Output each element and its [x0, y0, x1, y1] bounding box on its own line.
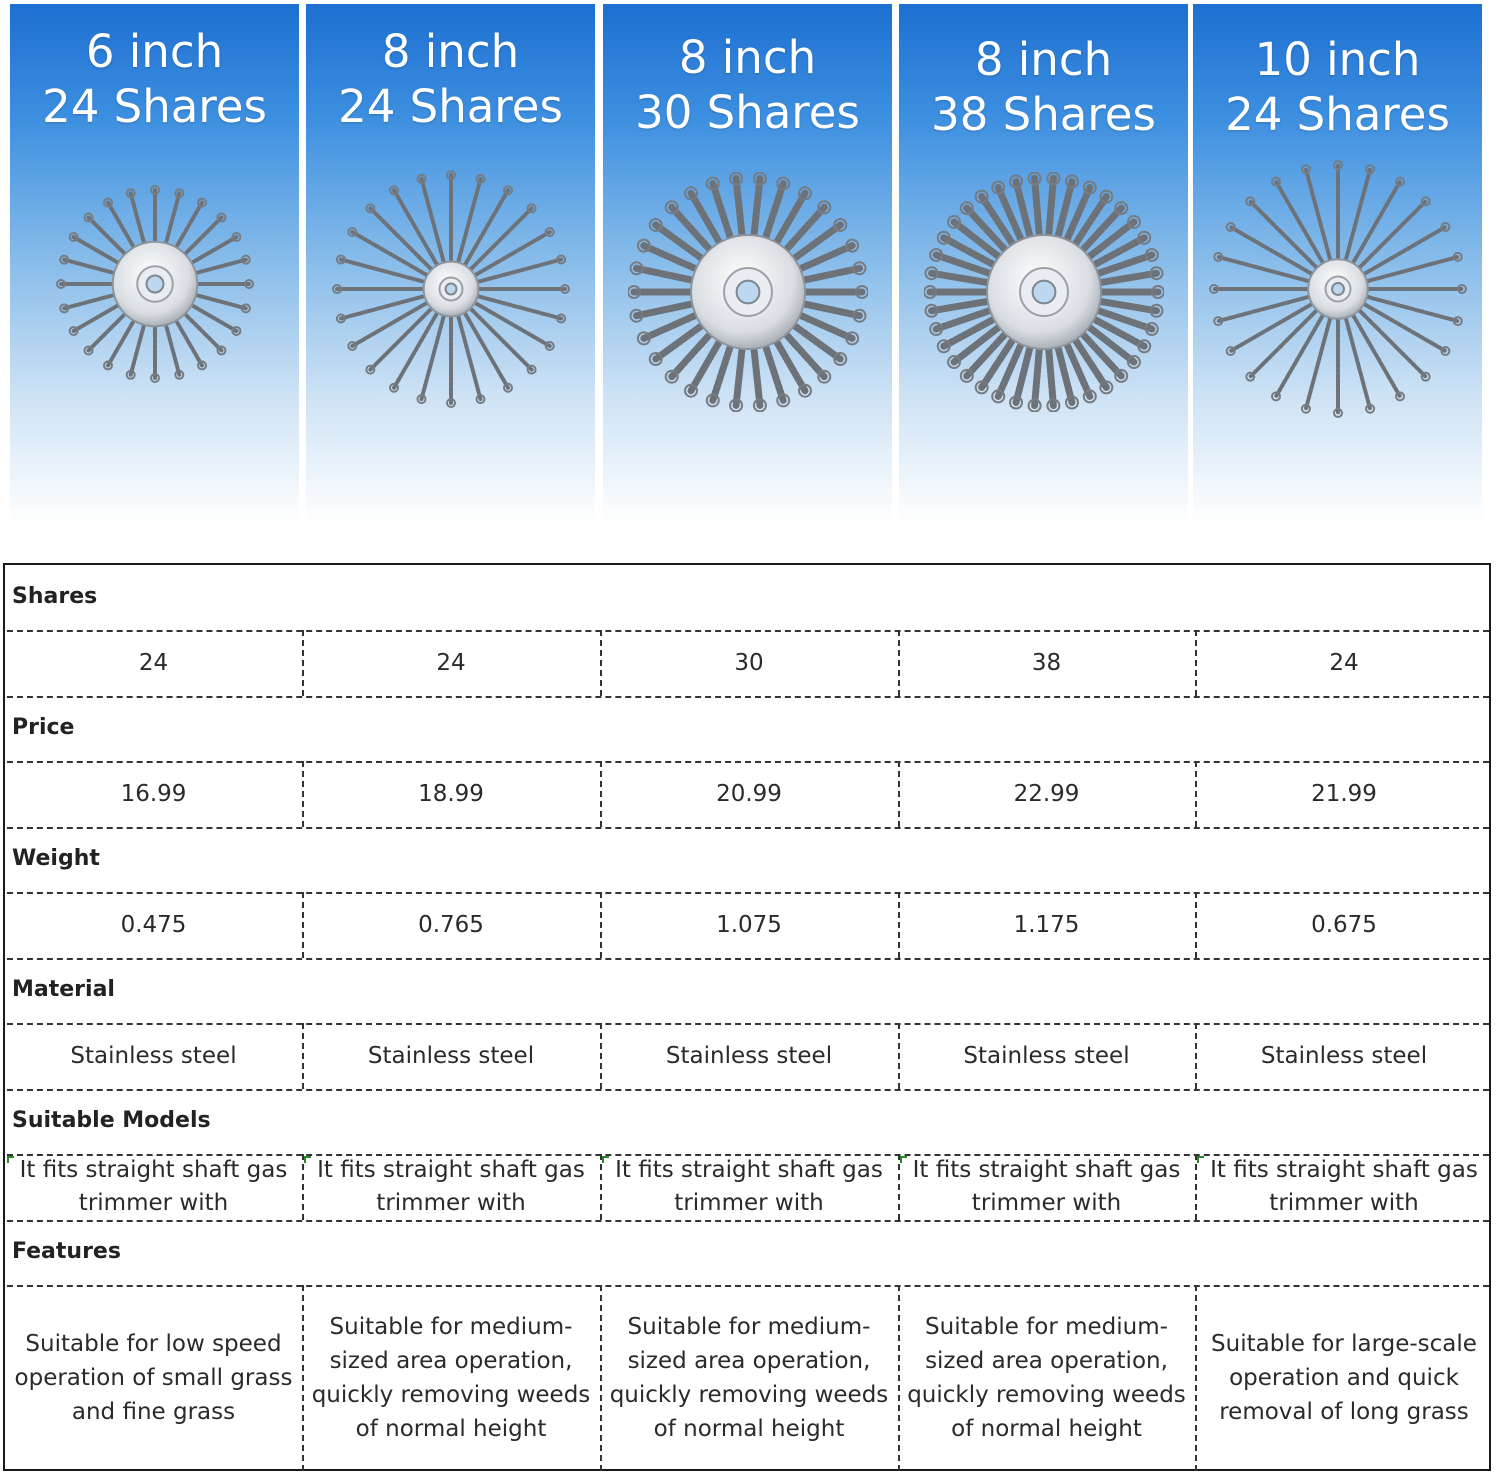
table-cell: 38	[1031, 650, 1062, 676]
wire-strand	[1034, 340, 1039, 405]
column-divider	[302, 630, 304, 696]
wire-strand	[457, 179, 480, 267]
column-divider	[898, 892, 900, 958]
product-shares: 24 Shares	[338, 80, 563, 133]
product-shares: 38 Shares	[931, 88, 1156, 141]
product-panel-1	[10, 4, 299, 524]
table-cell: 1.175	[1013, 912, 1080, 938]
product-size: 8 inch	[678, 31, 817, 84]
wire-strand	[1344, 169, 1370, 264]
column-divider	[302, 1154, 304, 1220]
column-divider	[302, 761, 304, 827]
wire-strand	[172, 203, 201, 253]
wire-brush-wheel-icon	[331, 169, 571, 409]
product-panel-2	[306, 4, 595, 524]
row-divider	[7, 1220, 1489, 1222]
column-divider	[898, 761, 900, 827]
table-cell: It fits straight shaft gas trimmer with	[1210, 1157, 1478, 1216]
column-divider	[302, 1285, 304, 1471]
column-divider	[1195, 630, 1197, 696]
wire-strand	[130, 193, 145, 249]
table-cell: 20.99	[716, 781, 782, 807]
product-shares: 30 Shares	[635, 86, 860, 139]
wire-strand	[64, 293, 120, 308]
product-title	[1193, 32, 1482, 142]
cell-marker	[7, 1156, 14, 1163]
table-cell: 0.675	[1311, 912, 1377, 938]
wire-strand	[1048, 178, 1053, 243]
wire-strand	[340, 259, 428, 282]
section-label: Weight	[12, 846, 100, 871]
section-label: Features	[12, 1239, 121, 1264]
product-size: 8 inch	[974, 33, 1113, 86]
product-panel-3	[603, 4, 892, 524]
wire-strand	[1218, 296, 1313, 322]
arbor-hole	[1332, 283, 1344, 295]
product-panel-5	[1193, 4, 1482, 524]
row-divider	[7, 1089, 1489, 1091]
table-cell: 24	[1329, 650, 1359, 676]
wire-strand	[1218, 257, 1313, 283]
wire-strand	[736, 179, 743, 244]
wire-strand	[753, 179, 760, 244]
column-divider	[600, 1154, 602, 1220]
row-divider	[7, 958, 1489, 960]
wire-strand	[1048, 340, 1053, 405]
spec-table	[3, 563, 1491, 1471]
column-divider	[898, 1154, 900, 1220]
table-cell: Suitable for medium-sized area operation, quickly removing weeds of normal height	[609, 1314, 889, 1442]
column-divider	[898, 1285, 900, 1471]
wire-strand	[186, 237, 236, 266]
wire-brush-wheel-icon	[924, 172, 1164, 412]
wire-strand	[164, 193, 179, 249]
product-title	[899, 32, 1188, 142]
table-cell: Suitable for medium-sized area operation, quickly removing weeds of normal height	[907, 1314, 1186, 1442]
column-divider	[302, 1023, 304, 1089]
wire-strand	[753, 340, 760, 405]
table-cell: Stainless steel	[665, 1043, 833, 1069]
arbor-hole	[146, 276, 163, 293]
table-cell: 24	[138, 650, 169, 676]
table-cell: Stainless steel	[367, 1043, 535, 1069]
cell-marker	[304, 1156, 311, 1163]
wire-strand	[457, 311, 480, 399]
product-shares: 24 Shares	[1225, 88, 1450, 141]
table-cell: It fits straight shaft gas trimmer with	[615, 1157, 883, 1216]
table-cell: 0.475	[120, 912, 187, 938]
product-size: 8 inch	[381, 25, 520, 78]
wire-strand	[180, 218, 221, 259]
table-cell: Stainless steel	[1260, 1043, 1428, 1069]
wire-strand	[1305, 169, 1331, 264]
column-divider	[600, 761, 602, 827]
product-size: 10 inch	[1254, 33, 1421, 86]
column-divider	[600, 1285, 602, 1471]
column-divider	[600, 630, 602, 696]
table-cell: 18.99	[418, 781, 484, 807]
table-cell: Suitable for medium-sized area operation, quickly removing weeds of normal height	[311, 1314, 591, 1442]
wire-strand	[1362, 257, 1457, 283]
table-cell: 24	[436, 650, 466, 676]
wire-strand	[1344, 313, 1370, 408]
wire-strand	[73, 237, 123, 266]
table-cell: 16.99	[120, 781, 187, 807]
column-divider	[898, 630, 900, 696]
table-cell: 21.99	[1311, 781, 1377, 807]
product-title	[306, 24, 595, 134]
arbor-hole	[736, 281, 759, 304]
cell-marker	[602, 1156, 609, 1163]
wire-strand	[73, 302, 123, 331]
column-divider	[898, 1023, 900, 1089]
table-cell: It fits straight shaft gas trimmer with	[317, 1157, 585, 1216]
table-cell: It fits straight shaft gas trimmer with	[912, 1157, 1181, 1216]
cell-marker	[1197, 1156, 1204, 1163]
table-cell: 22.99	[1013, 781, 1080, 807]
table-cell: Suitable for large-scale operation and quick removal of long grass	[1211, 1331, 1477, 1425]
wire-brush-wheel-icon	[55, 184, 255, 384]
table-cell: 1.075	[716, 912, 782, 938]
wire-strand	[88, 309, 129, 350]
wire-strand	[189, 293, 245, 308]
section-label: Suitable Models	[12, 1108, 211, 1133]
wire-brush-wheel-icon	[628, 172, 868, 412]
wire-strand	[340, 295, 428, 318]
section-label: Shares	[12, 584, 98, 609]
row-divider	[7, 827, 1489, 829]
column-divider	[600, 1023, 602, 1089]
column-divider	[1195, 1023, 1197, 1089]
column-divider	[1195, 1154, 1197, 1220]
wire-strand	[421, 311, 444, 399]
row-divider	[7, 696, 1489, 698]
wire-strand	[473, 259, 561, 282]
wire-strand	[473, 295, 561, 318]
product-panel-4	[899, 4, 1188, 524]
wire-strand	[1362, 296, 1457, 322]
wire-strand	[180, 309, 221, 350]
column-divider	[1195, 761, 1197, 827]
section-label: Material	[12, 977, 115, 1002]
wire-strand	[130, 319, 145, 375]
wire-strand	[164, 319, 179, 375]
table-cell: It fits straight shaft gas trimmer with	[19, 1157, 288, 1216]
table-cell: Stainless steel	[963, 1043, 1130, 1069]
column-divider	[600, 892, 602, 958]
wire-brush-wheel-icon	[1208, 159, 1468, 419]
wire-strand	[172, 315, 201, 365]
arbor-hole	[1032, 281, 1055, 304]
wire-strand	[1034, 178, 1039, 243]
cell-marker	[900, 1156, 907, 1163]
product-title	[603, 30, 892, 140]
wire-strand	[108, 315, 137, 365]
table-cell: 30	[734, 650, 764, 676]
section-label: Price	[12, 715, 75, 740]
table-cell: Stainless steel	[70, 1043, 237, 1069]
column-divider	[302, 892, 304, 958]
wire-strand	[64, 260, 120, 275]
table-cell: Suitable for low speed operation of small grass and fine grass	[14, 1331, 293, 1425]
product-size: 6 inch	[85, 25, 224, 78]
column-divider	[1195, 1285, 1197, 1471]
arbor-hole	[445, 284, 456, 295]
wire-strand	[186, 302, 236, 331]
column-divider	[1195, 892, 1197, 958]
product-title	[10, 24, 299, 134]
wire-strand	[88, 218, 129, 259]
wire-strand	[189, 260, 245, 275]
table-cell: 0.765	[418, 912, 484, 938]
wire-strand	[108, 203, 137, 253]
product-banner	[0, 0, 1500, 560]
product-shares: 24 Shares	[42, 80, 267, 133]
wire-strand	[736, 340, 743, 405]
wire-strand	[1305, 313, 1331, 408]
wire-strand	[421, 179, 444, 267]
